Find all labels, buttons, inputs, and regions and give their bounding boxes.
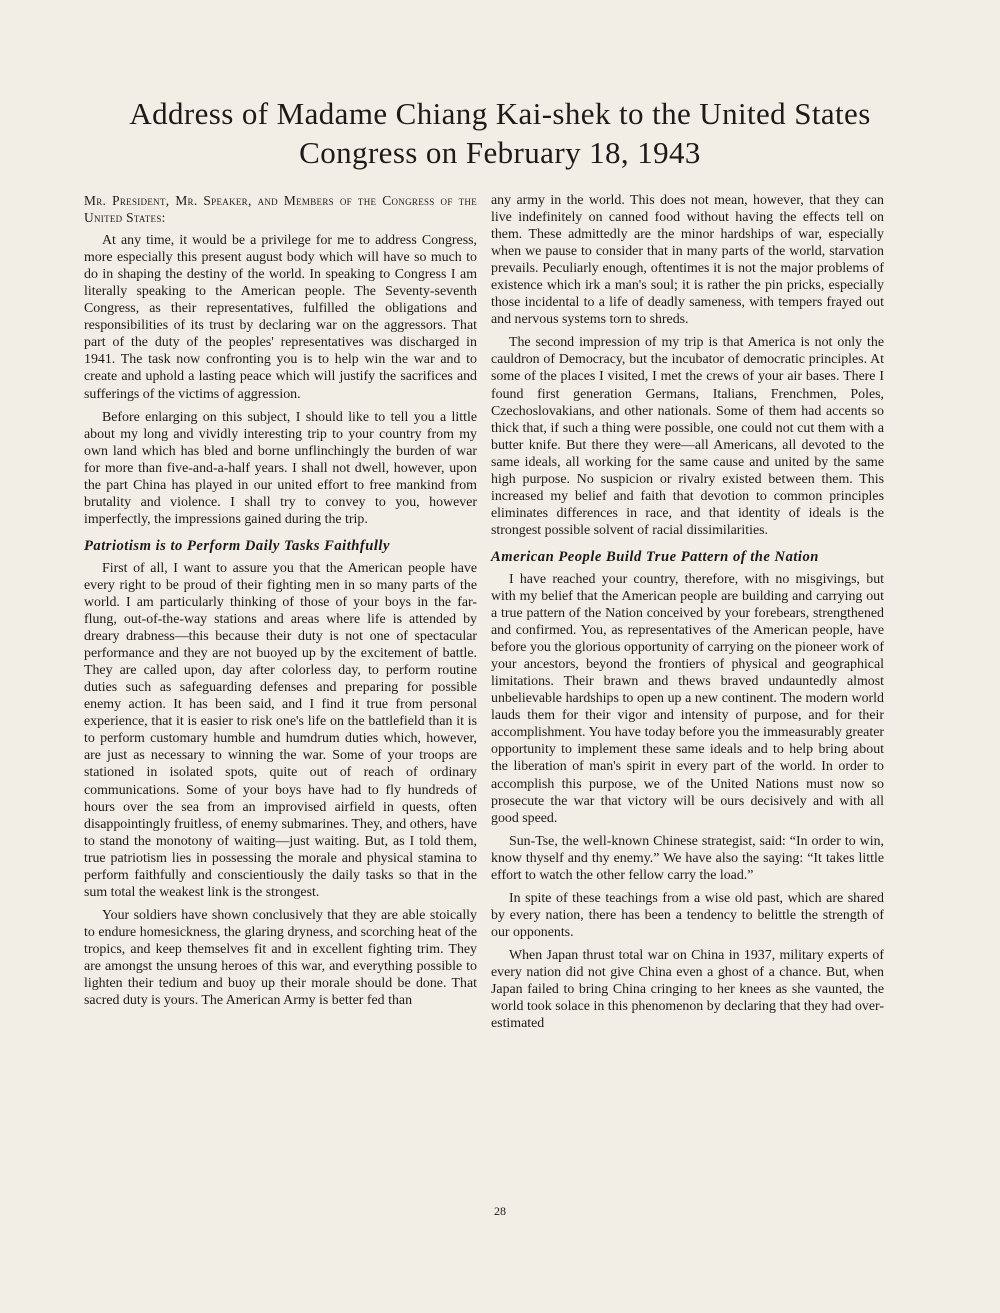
section-heading: Patriotism is to Perform Daily Tasks Faithfully [84,537,390,554]
left-column [84,192,477,1009]
paragraph: In spite of these teachings from a wise old past, which are shared by every nation, there has been a tendency to belittle the strength of our opponents. [491,890,884,940]
paragraph: The second impression of my trip is that America is not only the cauldron of Democracy, but the incubator of democratic principles. At some of the places I visited, I met the crews of your air bases. There I found first generation Germans, Italians, Frenchmen, Poles, Czechoslovakians, and other nationals. Some of them had accents so thick that, if such a thing were possible, one could not cut them with a butter knife. But there they were—all Americans, all devoted to the same ideals, all working for the same cause and united by the same high purpose. No suspicion or rivalry existed between them. This increased my belief and faith that devotion to common principles eliminates differences in race, and that identity of ideals is the strongest possible solvent of racial dissimilarities. [491,335,884,538]
page-number: 28 [494,1204,506,1218]
page-title [60,94,940,172]
salutation: Mr. President, Mr. Speaker, and Members of the Congress of the United States: [84,193,477,226]
paragraph: I have reached your country, therefore, with no misgivings, but with my belief that the American people are building and carrying out a true pattern of the Nation conceived by your forebears, strengthened and confirmed. You, as representatives of the American people, have before you the glorious opportunity of carrying on the pioneer work of your ancestors, beyond the frontiers of physical and geographical limitations. Their brawn and thews braved undauntedly almost unbelievable hardships to open up a new continent. The modern world lauds them for their vigor and intensity of purpose, and for their accomplishment. You have today before you the immeasurably greater opportunity to implement these same ideals and to help bring about the liberation of man's spirit in every part of the world. In order to accomplish this purpose, we of the United Nations must now so prosecute the war that victory will be ours decisively and with all good speed. [491,571,884,826]
title-line-1: Address of Madame Chiang Kai-shek to the United States [129,96,871,131]
paragraph: Sun-Tse, the well-known Chinese strategist, said: “In order to win, know thyself and thy enemy.” We have also the saying: “It takes little effort to watch the other fellow carry the load.” [491,833,884,883]
section-heading: American People Build True Pattern of the Nation [491,548,819,565]
paragraph: any army in the world. This does not mean, however, that they can live indefinitely on canned food without having the effects tell on them. These admittedly are the minor hardships of war, especially when we pause to consider that in many parts of the world, starvation prevails. Peculiarly enough, oftentimes it is not the major problems of existence which irk a man's soul; it is rather the pin pricks, especially those incidental to a life of deadly sameness, with tempers frayed out and nervous systems torn to shreds. [491,193,884,328]
paragraph: First of all, I want to assure you that the American people have every right to be proud of their fighting men in so many parts of the world. I am particularly thinking of those of your boys in the far-flung, out-of-the-way stations and areas where life is attended by dreary drabness—this because their duty is not one of spectacular performance and they are not buoyed up by the excitement of battle. They are called upon, day after colorless day, to perform routine duties such as safeguarding defenses and preparing for possible enemy action. It has been said, and I find it true from personal experience, that it is easier to risk one's life on the battlefield than it is to perform customary humble and humdrum duties which, however, are just as necessary to winning the war. Some of your troops are stationed in isolated spots, quite out of reach of ordinary communications. Some of your boys have had to fly hundreds of hours over the sea from an improvised airfield in quests, often disappointingly fruitless, of enemy submarines. They, and others, have to stand the monotony of waiting—just waiting. But, as I told them, true patriotism lies in possessing the morale and physical stamina to perform faithfully and conscientiously the daily tasks so that in the sum total the weakest link is the strongest. [84,560,477,900]
paragraph: At any time, it would be a privilege for me to address Congress, more especially this present august body which will have so much to do in shaping the destiny of the world. In speaking to Congress I am literally speaking to the American people. The Seventy-seventh Congress, as their representatives, fulfilled the obligations and responsibilities of its trust by declaring war on the aggressors. That part of the duty of the peoples' representatives was discharged in 1941. The task now confronting you is to help win the war and to create and uphold a lasting peace which will justify the sacrifices and sufferings of the victims of aggression. [84,233,477,402]
paragraph: Your soldiers have shown conclusively that they are able stoically to endure homesickness, the glaring dryness, and scorching heat of the tropics, and keep themselves fit and in excellent fighting trim. They are amongst the unsung heroes of this war, and everything possible to lighten their tedium and buoy up their morale should be done. That sacred duty is yours. The American Army is better fed than [84,907,477,1009]
right-column [491,192,884,1032]
title-line-2: Congress on February 18, 1943 [299,135,701,170]
paragraph: When Japan thrust total war on China in 1937, military experts of every nation did not give China even a ghost of a chance. But, when Japan failed to bring China cringing to her knees as she vaunted, the world took solace in this phenomenon by declaring that they had over-estimated [491,947,884,1032]
paragraph: Before enlarging on this subject, I should like to tell you a little about my long and vividly interesting trip to your country from my own land which has bled and borne unflinchingly the burden of war for more than five-and-a-half years. I shall not dwell, however, upon the part China has played in our united effort to free mankind from brutality and violence. I shall try to convey to you, however imperfectly, the impressions gained during the trip. [84,409,477,527]
